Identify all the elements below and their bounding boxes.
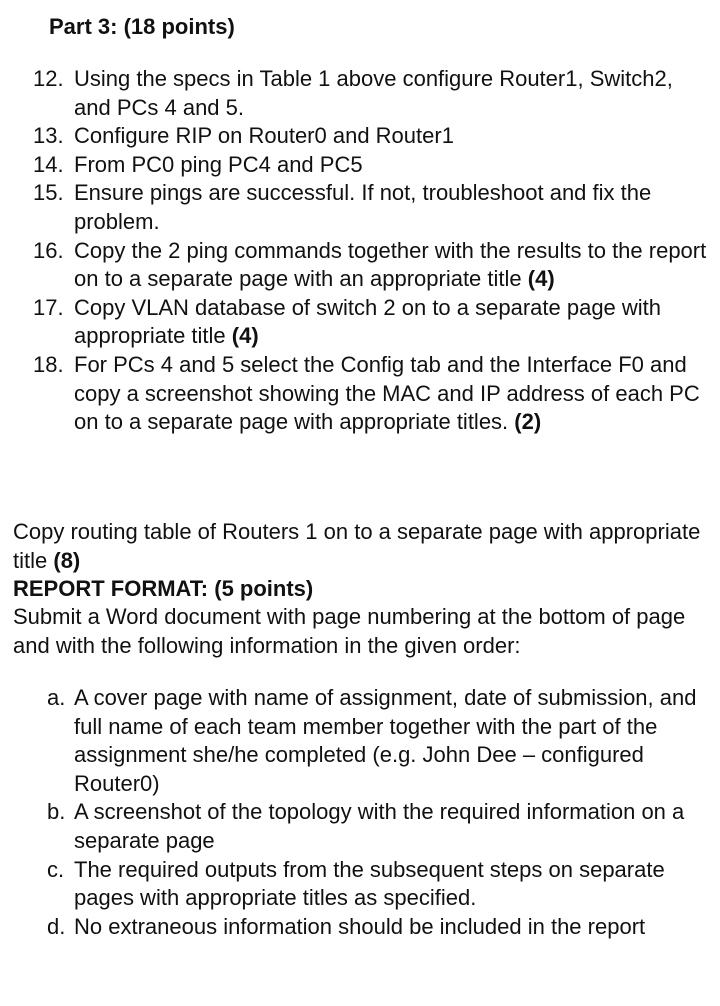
task-points: (4) (527, 266, 555, 292)
task-number: 12. (33, 66, 64, 91)
item-marker: b. (47, 799, 66, 825)
task-number: 16. (33, 237, 64, 263)
task-number: 18. (33, 351, 64, 377)
report-item-b (0, 798, 720, 855)
item-marker: a. (47, 685, 66, 710)
routing-points: (8) (53, 547, 81, 573)
report-intro: Submit a Word document with page numbering at the bottom of page and with the following information in the given order: (13, 604, 686, 658)
part-3-title: Part 3: (18 points) (49, 14, 235, 39)
task-item-17 (0, 294, 720, 351)
task-points: (2) (514, 409, 542, 435)
task-text: From PC0 ping PC4 and PC5 (74, 151, 363, 177)
part-3-task-list (0, 65, 720, 437)
task-number: 14. (33, 151, 64, 177)
task-text: Ensure pings are successful. If not, troubleshoot and fix the problem. (74, 180, 652, 234)
report-item-a (0, 684, 720, 798)
task-item-16 (0, 237, 720, 294)
task-text: Copy the 2 ping commands together with the results to the report on to a separate page with an appropriate title (74, 237, 707, 292)
report-format-title: REPORT FORMAT: (5 points) (13, 576, 314, 601)
task-points: (4) (231, 323, 259, 349)
report-requirements-list (0, 684, 720, 941)
task-item-12 (0, 65, 720, 122)
task-number: 15. (33, 180, 64, 206)
routing-table-instruction (13, 518, 713, 575)
task-number: 13. (33, 123, 64, 149)
item-text: A cover page with name of assignment, date of submission, and full name of each team member together with the part of the assignment she/he completed (e.g. John Dee – configured Router0) (74, 685, 697, 796)
item-marker: c. (47, 856, 65, 882)
task-item-14 (0, 151, 720, 180)
routing-text: Copy routing table of Routers 1 on to a separate page with appropriate title (13, 519, 701, 573)
task-item-13 (0, 122, 720, 151)
item-marker: d. (47, 913, 66, 939)
item-text: No extraneous information should be included in the report (74, 913, 646, 939)
task-text: For PCs 4 and 5 select the Config tab and the Interface F0 and copy a screenshot showing the MAC and IP address of each PC on to a separate page with appropriate titles. (74, 351, 700, 435)
task-text: Copy VLAN database of switch 2 on to a separate page with appropriate title (74, 294, 662, 349)
report-item-c (0, 856, 720, 913)
task-item-18 (0, 351, 720, 437)
task-item-15 (0, 179, 720, 236)
task-number: 17. (33, 294, 64, 320)
item-text: A screenshot of the topology with the required information on a separate page (74, 799, 685, 853)
task-text: Using the specs in Table 1 above configure Router1, Switch2, and PCs 4 and 5. (74, 66, 673, 120)
task-text: Configure RIP on Router0 and Router1 (74, 123, 454, 149)
report-item-d (0, 913, 720, 942)
item-text: The required outputs from the subsequent steps on separate pages with appropriate titles as specified. (74, 856, 665, 911)
